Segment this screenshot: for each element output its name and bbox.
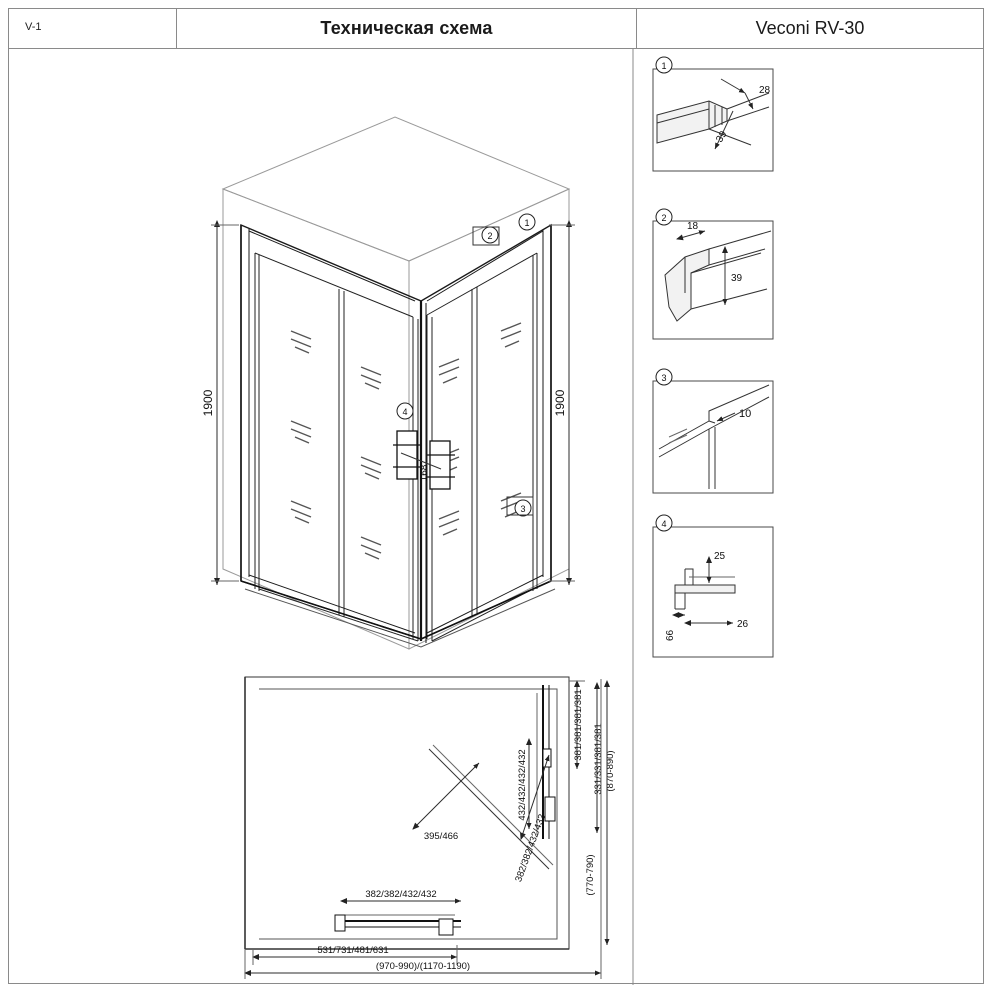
detail-2 [653,209,773,339]
detail-3-dim-10: 10 [739,408,752,420]
title-block [9,9,983,49]
iso-callout-4: 4 [402,407,408,417]
detail-1 [653,57,773,171]
detail-4-dim-66: 66 [665,629,676,641]
detail-4-number: 4 [661,519,667,529]
plan-dim-bottom-mid: 531/731/481/631 [317,945,389,956]
plan-dim-bottom-inner: 382/382/432/432 [365,889,437,900]
drawing-sheet [8,8,984,984]
detail-2-dim-18: 18 [687,221,699,232]
detail-1-number: 1 [661,61,667,71]
iso-height-left-label: 1900 [201,389,215,417]
plan-dim-right-inner: 432/432/432/432 [517,749,528,821]
revision-cell [9,9,177,48]
model-name: Veconi RV-30 [755,18,865,38]
plan-dim-diagonal-b: 382/382/432/432 [513,812,549,884]
detail-2-dim-39: 39 [731,273,743,284]
detail-4-dim-25: 25 [714,551,726,562]
detail-4 [653,515,773,657]
iso-dimension-right [549,221,575,585]
iso-callout-1: 1 [524,218,530,228]
detail-4-dim-26: 26 [737,619,749,630]
page-title: Техническая схема [320,18,493,38]
detail-3-number: 3 [661,373,667,383]
plan-dim-right-outer2: (870-890) [605,750,616,792]
model-cell [637,9,983,48]
detail-2-number: 2 [661,213,667,223]
iso-height-right-label: 1900 [553,389,567,417]
plan-dim-right-far: (770-790) [585,854,596,896]
detail-1-dim-39: 39 [714,129,730,145]
detail-1-dim-28: 28 [759,85,771,96]
plan-dim-bottom-outer: (970-990)/(1170-1190) [375,961,471,972]
iso-handle-dim-label: 168 [419,464,430,482]
sheet-title-cell [177,9,637,48]
detail-3 [653,369,773,493]
iso-callout-2: 2 [487,231,493,241]
plan-dim-top-right: 381/381/381/381 [573,689,584,761]
technical-drawing [9,49,985,985]
isometric-shower-enclosure [223,117,569,649]
plan-dim-diagonal-a: 395/466 [423,831,459,842]
iso-dimension-left [201,221,239,585]
revision-label: V-1 [25,21,42,33]
iso-callout-3: 3 [520,504,526,514]
plan-dim-right-outer: 331/331/381/381 [593,723,604,795]
plan-view [245,677,616,979]
